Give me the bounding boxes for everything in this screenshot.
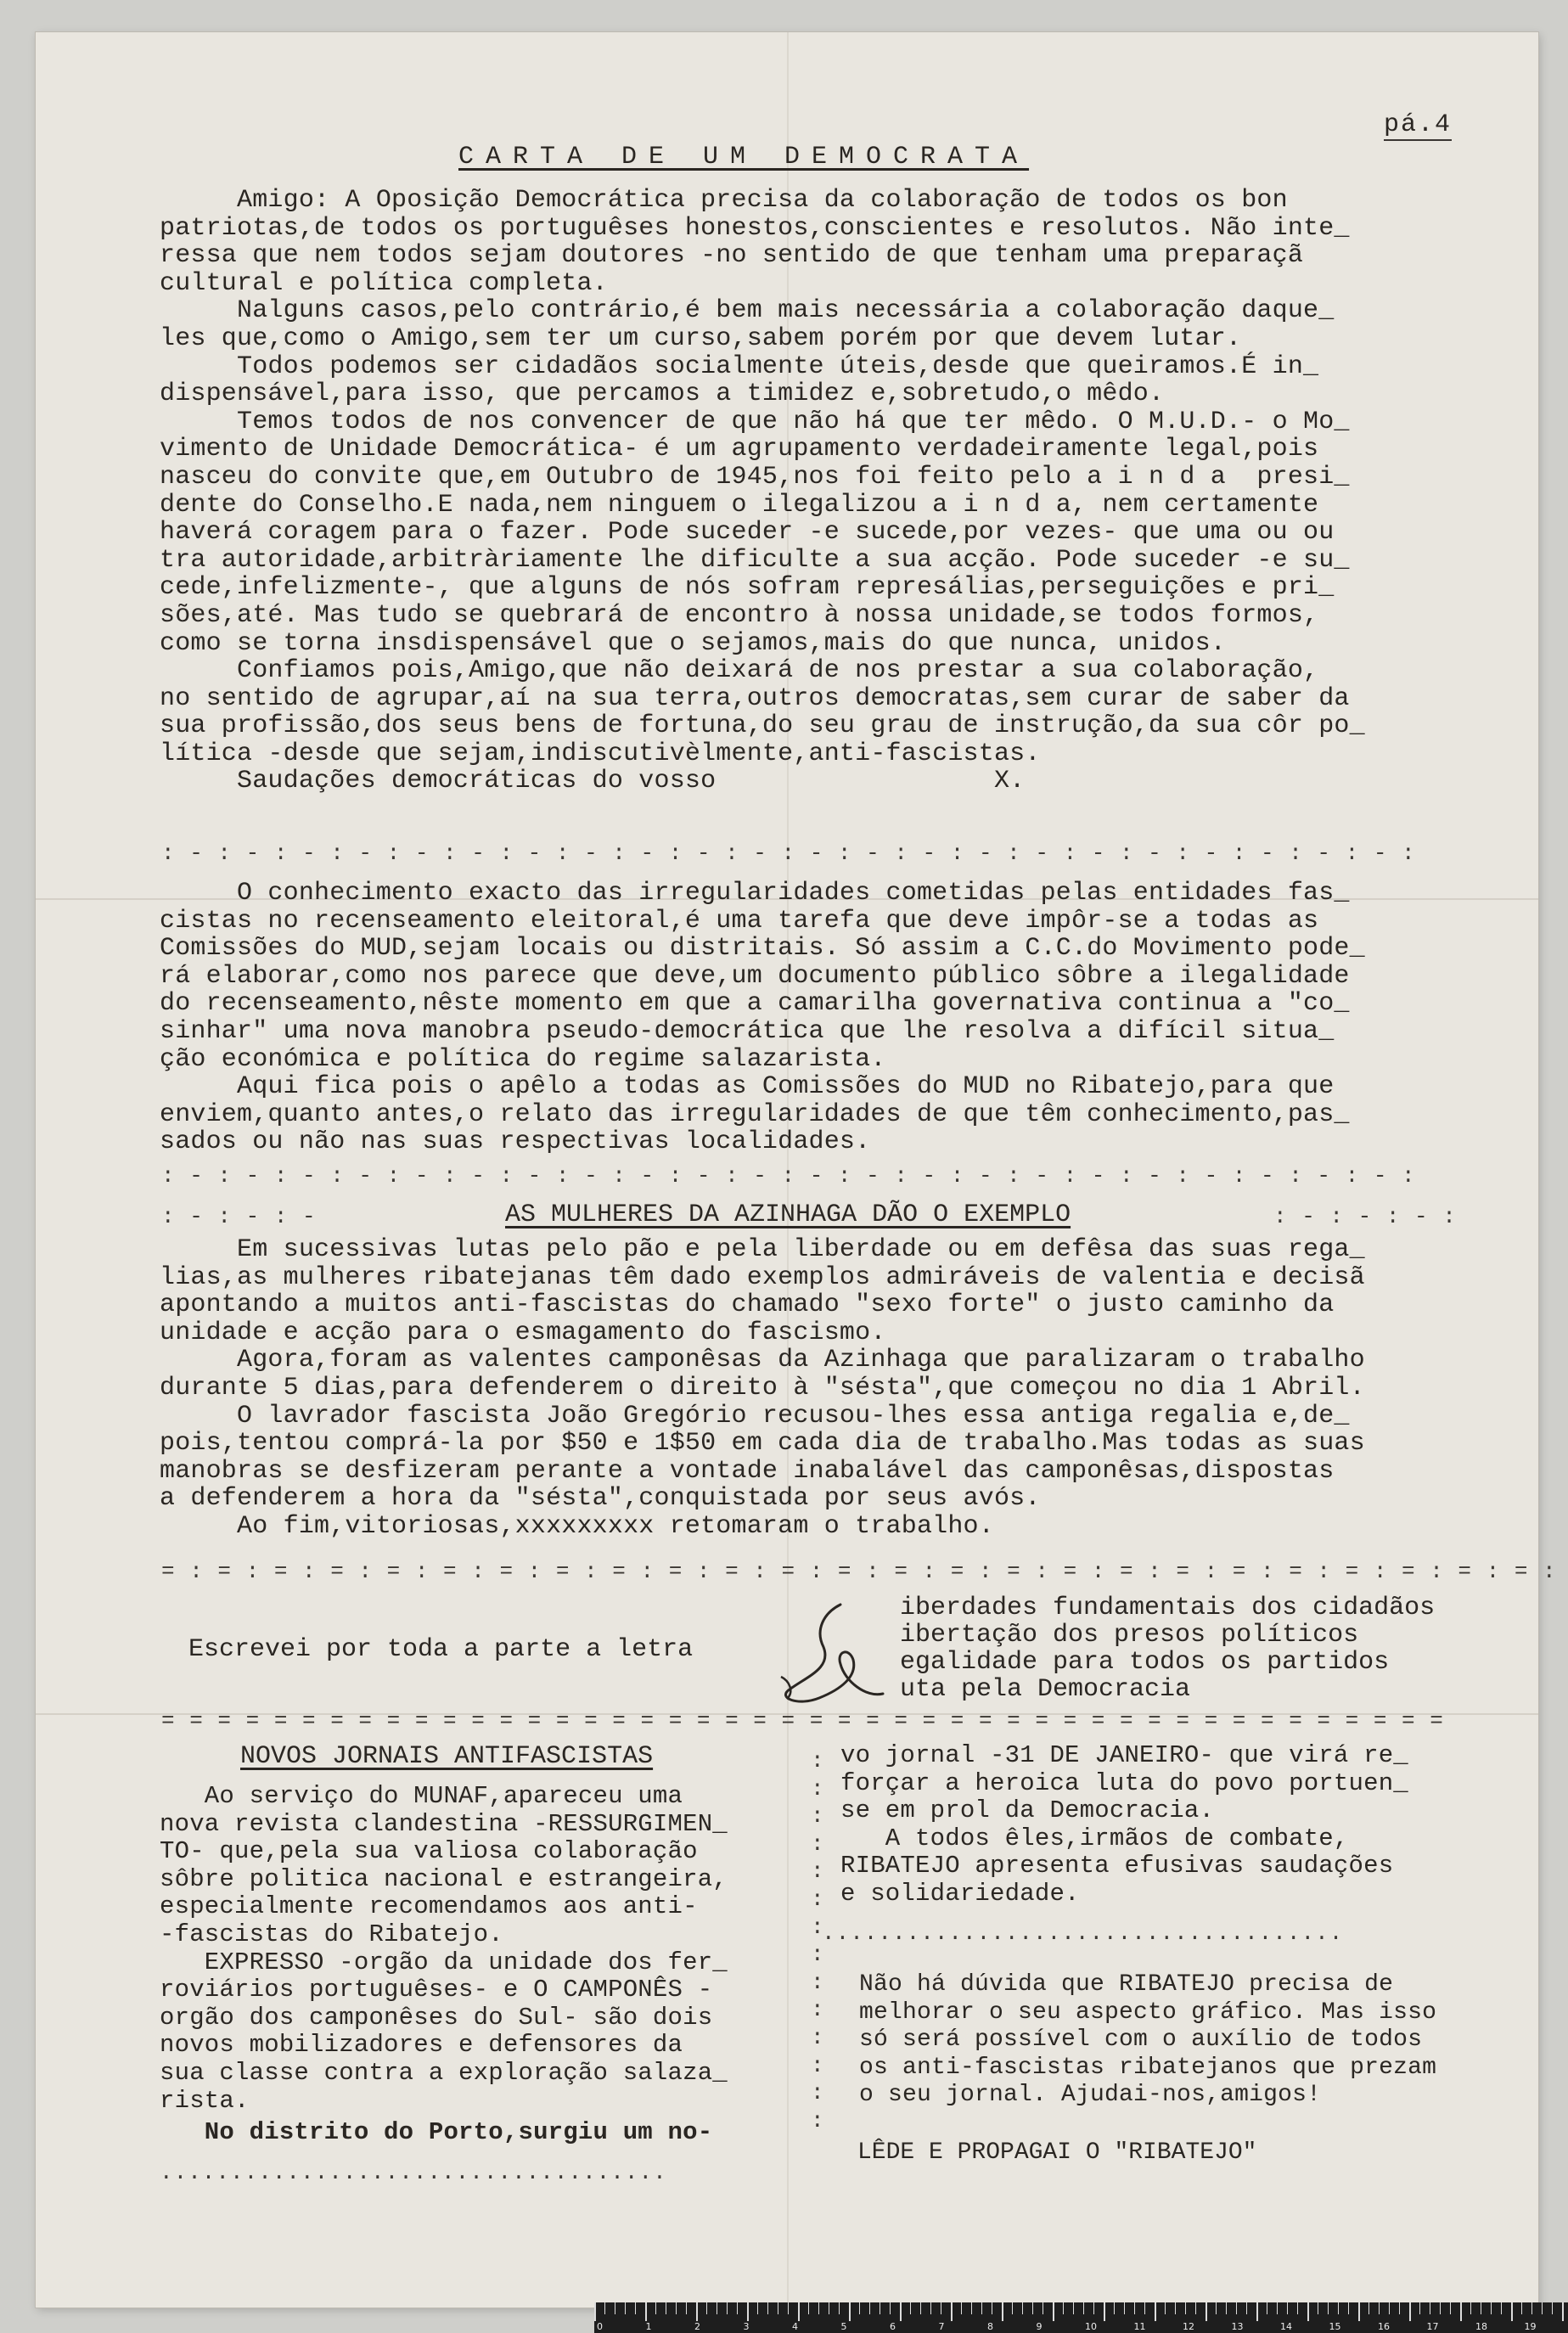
text-line: como se torna insdispensável que o sejamos,mais do que nunca, unidos.: [160, 628, 1227, 658]
separator-line: = = = = = = = = = = = = = = = = = = = = = = = = = = = = = = = = = = = = = = = = = = = = = =: [161, 1708, 1444, 1734]
text-line: Ao serviço do MUNAF,apareceu uma: [160, 1782, 683, 1810]
ruler-label: 5: [840, 2321, 847, 2332]
scale-ruler: [594, 2302, 1568, 2333]
text-line: apontando a muitos anti-fascistas do chamado "sexo forte" o justo caminho da: [160, 1290, 1335, 1320]
text-line: lítica -desde que sejam,indiscutivèlmente,anti-fascistas.: [160, 739, 1041, 768]
text-line: Confiamos pois,Amigo,que não deixará de nos prestar a sua colaboração,: [160, 656, 1319, 686]
dotted-line: .....................................: [822, 1920, 1344, 1946]
text-line: sua classe contra a exploração salaza_: [160, 2058, 728, 2087]
text-line: do recenseamento,nêste momento em que a camarilha governativa continua a "co_: [160, 989, 1350, 1019]
ruler-label: 12: [1183, 2321, 1194, 2332]
text-line: nova revista clandestina -RESSURGIMEN_: [160, 1809, 728, 1838]
text-line: lias,as mulheres ribatejanas têm dado exemplos admiráveis de valentia e decisã: [160, 1262, 1365, 1292]
text-line: forçar a heroica luta do povo portuen_: [840, 1768, 1408, 1797]
text-line: e solidariedade.: [840, 1879, 1080, 1908]
azinhaga-heading-left: : - : - : -: [161, 1204, 317, 1229]
recenseamento-body: [160, 880, 1365, 1156]
ruler-label: 11: [1133, 2321, 1146, 2332]
dotted-line: ....................................: [160, 2160, 667, 2185]
text-line: EXPRESSO -orgão da unidade dos fer_: [160, 1948, 728, 1976]
text-line: Saudações democráticas do vosso X.: [160, 767, 1026, 796]
text-line: TO- que,pela sua valiosa colaboração: [160, 1837, 698, 1866]
text-line: Comissões do MUD,sejam locais ou distritais. Só assim a C.C.do Movimento pode_: [160, 934, 1365, 964]
ruler-label: 14: [1280, 2321, 1292, 2332]
ruler-label: 18: [1475, 2321, 1487, 2332]
text-line: Todos podemos ser cidadãos socialmente úteis,desde que queiramos.É in_: [160, 351, 1319, 381]
text-line: o seu jornal. Ajudai-nos,amigos!: [859, 2082, 1322, 2109]
slogan-line: uta pela Democracia: [900, 1675, 1191, 1704]
ruler-label: 17: [1426, 2321, 1439, 2332]
text-line: Temos todos de nos convencer de que não há que ter mêdo. O M.U.D.- o Mo_: [160, 407, 1350, 436]
ruler-label: 1: [645, 2321, 652, 2332]
ruler-label: 19: [1524, 2321, 1537, 2332]
text-line: durante 5 dias,para defenderem o direito à "sésta",que começou no dia 1 Abril.: [160, 1373, 1365, 1403]
azinhaga-body: [160, 1236, 1365, 1541]
text-line: unidade e acção para o esmagamento do fascismo.: [160, 1318, 886, 1347]
text-line: Amigo: A Oposição Democrática precisa da colaboração de todos os bon: [160, 186, 1288, 215]
ruler-label: 7: [938, 2321, 945, 2332]
separator-line: = : = : = : = : = : = : = : = : = : = : = : = : = : = : = : = : = : = : = : = : = : = : = : = : = :: [161, 1559, 1557, 1584]
escrevei-lead: Escrevei por toda a parte a letra: [188, 1635, 694, 1664]
text-line: haverá coragem para o fazer. Pode suceder -e sucede,por vezes- que uma ou ou: [160, 518, 1335, 548]
ruler-label: 13: [1231, 2321, 1244, 2332]
text-line: Agora,foram as valentes camponêsas da Azinhaga que paralizaram o trabalho: [160, 1346, 1365, 1375]
text-line: só será possível com o auxílio de todos: [859, 2027, 1423, 2054]
text-line: O conhecimento exacto das irregularidades cometidas pelas entidades fas_: [160, 879, 1350, 908]
ruler-label: 6: [890, 2321, 896, 2332]
text-line: sôbre politica nacional e estrangeira,: [160, 1864, 728, 1893]
letter-title: CARTA DE UM DEMOCRATA: [458, 143, 1030, 171]
novos-jornais-left-last: No distrito do Porto,surgiu um no-: [160, 2118, 713, 2146]
letter-body: [160, 187, 1365, 795]
text-line: no sentido de agrupar,aí na sua terra,outros democratas,sem curar de saber da: [160, 683, 1350, 713]
text-line: especialmente recomendamos aos anti-: [160, 1892, 698, 1921]
azinhaga-heading: AS MULHERES DA AZINHAGA DÃO O EXEMPLO: [505, 1200, 1071, 1229]
text-line: Ao fim,vitoriosas,xxxxxxxxx retomaram o trabalho.: [160, 1511, 994, 1541]
text-line: vo jornal -31 DE JANEIRO- que virá re_: [840, 1741, 1408, 1769]
column-divider: : : : : : : : : : : : : : :: [811, 1748, 824, 2133]
text-line: enviem,quanto antes,o relato das irregularidades de que têm conhecimento,pas_: [160, 1099, 1350, 1129]
escrevei-lines: [900, 1594, 1435, 1703]
text-line: sinhar" uma nova manobra pseudo-democrática que lhe resolva a difícil situa_: [160, 1016, 1335, 1046]
text-line: patriotas,de todos os portuguêses honestos,conscientes e resolutos. Não inte_: [160, 213, 1350, 243]
page-number: pá.4: [1384, 110, 1453, 139]
text-line: manobras se desfizeram perante a vontade inabalável das camponêsas,dispostas: [160, 1456, 1335, 1486]
text-line: tra autoridade,arbitràriamente lhe dificulte a sua acção. Pode suceder -e su_: [160, 545, 1350, 575]
text-line: orgão dos camponêses do Sul- são dois: [160, 2003, 713, 2032]
ruler-label: 2: [694, 2321, 700, 2332]
text-line: O lavrador fascista João Gregório recusou-lhes essa antiga regalia e,de_: [160, 1401, 1350, 1431]
slogan-line: ibertação dos presos políticos: [900, 1621, 1359, 1650]
azinhaga-heading-right: : - : - : - :: [1273, 1204, 1457, 1229]
text-line: se em prol da Democracia.: [840, 1796, 1215, 1825]
slogan-line: egalidade para todos os partidos: [900, 1648, 1390, 1677]
text-line: dente do Conselho.E nada,nem ninguem o ilegalizou a i n d a, nem certamente: [160, 490, 1319, 520]
text-line: rista.: [160, 2086, 250, 2115]
text-line: Nalguns casos,pelo contrário,é bem mais necessária a colaboração daque_: [160, 296, 1335, 326]
text-line: RIBATEJO apresenta efusivas saudações: [840, 1852, 1394, 1880]
text-line: Em sucessivas lutas pelo pão e pela liberdade ou em defêsa das suas rega_: [160, 1235, 1365, 1264]
text-line: cistas no recenseamento eleitoral,é uma tarefa que deve impôr-se a todas as: [160, 906, 1319, 936]
text-line: novos mobilizadores e defensores da: [160, 2031, 683, 2060]
separator-line: : - : - : - : - : - : - : - : - : - : - : - : - : - : - : - : - : - : - : - : - : - : - :: [161, 840, 1416, 866]
ruler-label: 0: [597, 2321, 603, 2332]
ruler-label: 4: [792, 2321, 798, 2332]
closing-slogan: LÊDE E PROPAGAI O "RIBATEJO": [857, 2139, 1257, 2166]
text-line: cultural e política completa.: [160, 268, 608, 298]
novos-jornais-right-column: [840, 1742, 1408, 1909]
text-line: A todos êles,irmãos de combate,: [840, 1824, 1349, 1852]
text-line: ressa que nem todos sejam doutores -no sentido de que tenham uma preparaçã: [160, 241, 1304, 271]
letter-l-handwritten-mark: [756, 1596, 891, 1715]
ruler-label: 8: [987, 2321, 993, 2332]
ribatejo-appeal: [859, 1971, 1436, 2110]
text-line: melhorar o seu aspecto gráfico. Mas isso: [859, 1999, 1437, 2026]
text-line: Não há dúvida que RIBATEJO precisa de: [859, 1971, 1394, 1998]
text-line: pois,tentou comprá-la por $50 e 1$50 em cada dia de trabalho.Mas todas as suas: [160, 1429, 1365, 1459]
text-line: sados ou não nas suas respectivas localidades.: [160, 1127, 871, 1157]
text-line: sua profissão,dos seus bens de fortuna,do seu grau de instrução,da sua côr po_: [160, 711, 1365, 741]
text-line: cede,infelizmente-, que alguns de nós sofram represálias,perseguições e pri_: [160, 573, 1335, 603]
ruler-label: 9: [1036, 2321, 1043, 2332]
text-line: dispensável,para isso, que percamos a timidez e,sobretudo,o mêdo.: [160, 379, 1165, 409]
text-line: roviários portuguêses- e O CAMPONÊS -: [160, 1976, 713, 2004]
text-line: nasceu do convite que,em Outubro de 1945,nos foi feito pelo a i n d a presi_: [160, 462, 1350, 492]
text-line: rá elaborar,como nos parece que deve,um documento público sôbre a ilegalidade: [160, 961, 1350, 991]
novos-jornais-left-column: [160, 1783, 728, 2115]
ruler-label: 3: [743, 2321, 750, 2332]
separator-line: : - : - : - : - : - : - : - : - : - : - : - : - : - : - : - : - : - : - : - : - : - : - :: [161, 1163, 1416, 1189]
text-line: vimento de Unidade Democrática- é um agrupamento verdadeiramente legal,pois: [160, 435, 1319, 464]
ruler-label: 15: [1329, 2321, 1341, 2332]
text-line: Aqui fica pois o apêlo a todas as Comissões do MUD no Ribatejo,para que: [160, 1072, 1335, 1102]
text-line: a defenderem a hora da "sésta",conquistada por seus avós.: [160, 1484, 1041, 1514]
ruler-label: 10: [1085, 2321, 1097, 2332]
text-line: les que,como o Amigo,sem ter um curso,sabem porém por que devem lutar.: [160, 323, 1242, 353]
slogan-line: iberdades fundamentais dos cidadãos: [900, 1594, 1436, 1622]
ruler-label: 16: [1378, 2321, 1390, 2332]
text-line: -fascistas do Ribatejo.: [160, 1920, 503, 1948]
novos-jornais-heading: NOVOS JORNAIS ANTIFASCISTAS: [240, 1742, 654, 1771]
text-line: sões,até. Mas tudo se quebrará de encontro à nossa unidade,se todos formos,: [160, 600, 1319, 630]
text-line: os anti-fascistas ribatejanos que prezam: [859, 2054, 1437, 2081]
text-line: ção económica e política do regime salazarista.: [160, 1044, 886, 1074]
